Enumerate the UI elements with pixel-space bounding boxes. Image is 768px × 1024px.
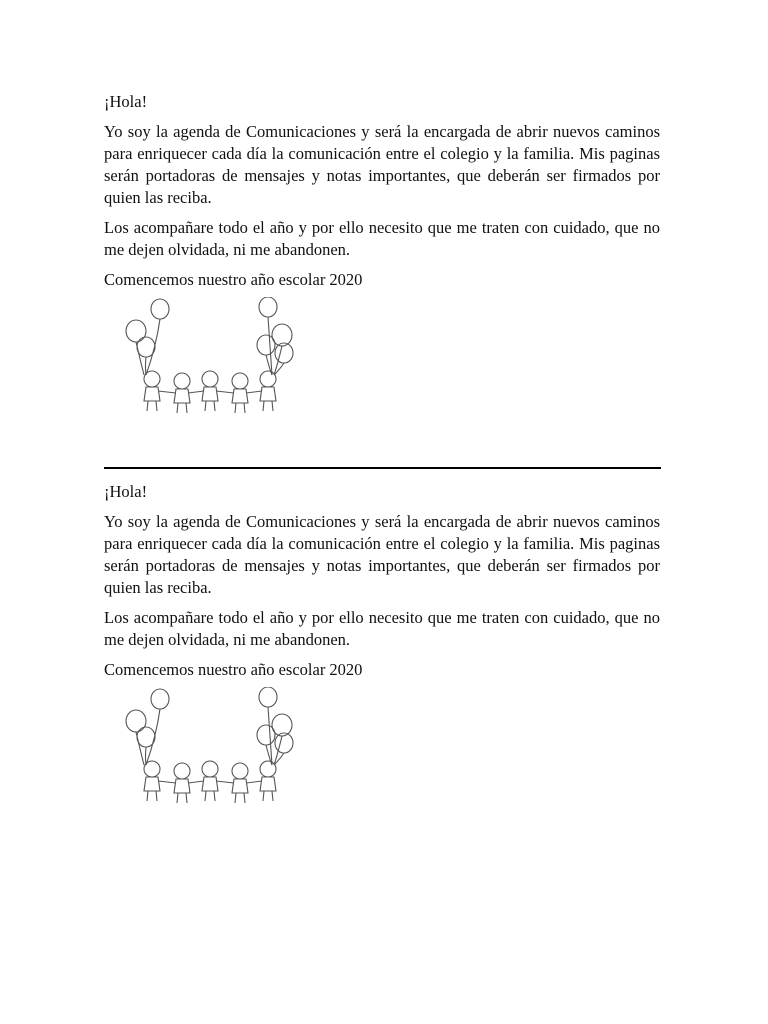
closing-line: Comencemos nuestro año escolar 2020 [104,270,363,289]
greeting: ¡Hola! [104,482,148,501]
intro-paragraph: Yo soy la agenda de Comunicaciones y será la encargada de abrir nuevos caminos para enriquecer cada día la comunicación entre el colegio y la familia. Mis paginas serán portadoras de mensajes y notas importantes, que deberán ser firmados por quien las reciba. [104,122,660,207]
care-paragraph: Los acompañare todo el año y por ello necesito que me traten con cuidado, que no me dejen olvidada, ni me abandonen. [104,608,660,649]
note-divider [104,467,661,469]
children-with-balloons-icon [116,687,296,805]
communication-note-1 [104,91,660,415]
closing-line: Comencemos nuestro año escolar 2020 [104,660,363,679]
intro-paragraph: Yo soy la agenda de Comunicaciones y será la encargada de abrir nuevos caminos para enriquecer cada día la comunicación entre el colegio y la familia. Mis paginas serán portadoras de mensajes y notas importantes, que deberán ser firmados por quien las reciba. [104,512,660,597]
care-paragraph: Los acompañare todo el año y por ello necesito que me traten con cuidado, que no me dejen olvidada, ni me abandonen. [104,218,660,259]
communication-note-2 [104,481,660,805]
children-with-balloons-icon [116,297,296,415]
greeting: ¡Hola! [104,92,148,111]
